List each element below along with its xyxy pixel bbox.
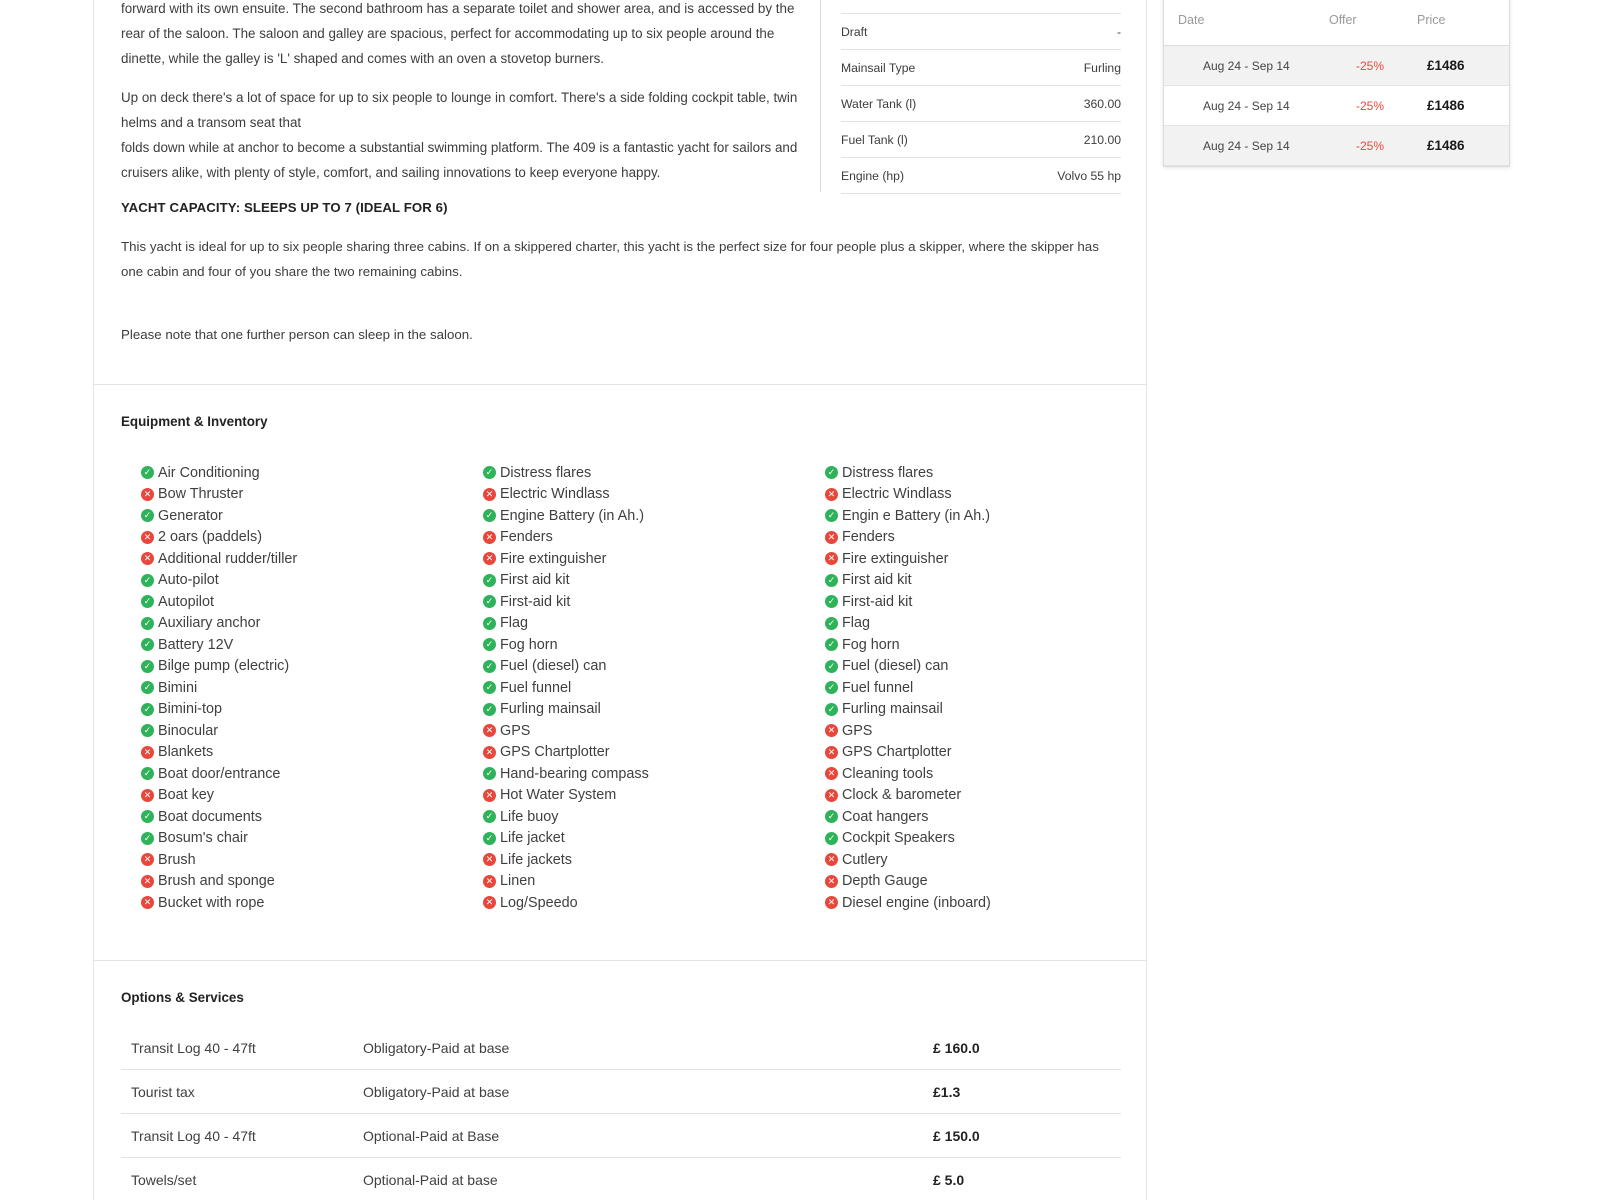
equipment-item [825,742,1145,764]
x-circle-icon: ✕ [483,488,496,501]
equipment-item [825,677,1145,699]
equipment-label: Auxiliary anchor [158,615,261,632]
column-divider [820,0,821,192]
check-circle-icon: ✓ [825,574,838,587]
check-circle-icon: ✓ [825,466,838,479]
check-circle-icon: ✓ [141,681,154,694]
check-circle-icon: ✓ [483,810,496,823]
price-amount: £1486 [1427,58,1465,73]
equipment-item [141,892,461,914]
equipment-label: Furling mainsail [500,701,601,718]
equipment-label: Bosum's chair [158,830,248,847]
equipment-item [141,742,461,764]
equipment-label: Fuel (diesel) can [500,658,607,675]
options-row [121,1114,1121,1158]
section-divider [94,384,1146,385]
equipment-item [483,591,803,613]
check-circle-icon: ✓ [483,574,496,587]
x-circle-icon: ✕ [141,853,154,866]
check-circle-icon: ✓ [141,574,154,587]
equipment-item [825,462,1145,484]
equipment-item [141,656,461,678]
equipment-label: Flag [842,615,870,632]
equipment-label: Bilge pump (electric) [158,658,290,675]
equipment-label: Engine Battery (in Ah.) [500,507,644,524]
equipment-item [141,785,461,807]
check-circle-icon: ✓ [141,595,154,608]
equipment-item [483,548,803,570]
equipment-label: Depth Gauge [842,873,928,890]
equipment-label: First-aid kit [500,593,571,610]
option-price: £ 160.0 [933,1039,980,1056]
equipment-item [483,828,803,850]
equipment-label: Cutlery [842,851,888,868]
x-circle-icon: ✕ [483,746,496,759]
x-circle-icon: ✕ [141,746,154,759]
check-circle-icon: ✓ [825,681,838,694]
check-circle-icon: ✓ [483,638,496,651]
options-row [121,1070,1121,1114]
check-circle-icon: ✓ [483,595,496,608]
equipment-item [141,613,461,635]
equipment-item [825,720,1145,742]
check-circle-icon: ✓ [825,810,838,823]
equipment-item [825,656,1145,678]
x-circle-icon: ✕ [483,531,496,544]
equipment-item [825,828,1145,850]
equipment-label: Cleaning tools [842,765,934,782]
equipment-label: Engin e Battery (in Ah.) [842,507,990,524]
check-circle-icon: ✓ [825,638,838,651]
header-offer: Offer [1329,13,1357,27]
equipment-item [141,570,461,592]
check-circle-icon: ✓ [825,595,838,608]
equipment-item [141,548,461,570]
equipment-item [825,591,1145,613]
x-circle-icon: ✕ [141,896,154,909]
yacht-details-card [93,0,1147,1200]
options-row [121,1158,1121,1200]
equipment-item [141,462,461,484]
equipment-item [483,785,803,807]
equipment-label: GPS Chartplotter [500,744,610,761]
check-circle-icon: ✓ [483,466,496,479]
equipment-column [825,462,1145,914]
price-row[interactable] [1164,126,1509,166]
equipment-label: Autopilot [158,593,215,610]
equipment-label: Cockpit Speakers [842,830,955,847]
description-paragraph: Up on deck there's a lot of space for up to six people to lounge in comfort. There's a side folding cockpit table, twin helms and a transom seat that [121,90,798,130]
x-circle-icon: ✕ [483,896,496,909]
equipment-label: Fuel funnel [500,679,572,696]
equipment-item [483,849,803,871]
equipment-label: Air Conditioning [158,464,260,481]
equipment-label: Auto-pilot [158,572,219,589]
spec-row [841,0,1121,14]
equipment-item [483,634,803,656]
spec-row [841,86,1121,122]
equipment-item [483,462,803,484]
price-date: Aug 24 - Sep 14 [1203,98,1290,113]
spec-label: Fuel Tank (l) [841,132,908,147]
equipment-label: Additional rudder/tiller [158,550,298,567]
equipment-label: First aid kit [842,572,912,589]
check-circle-icon: ✓ [141,810,154,823]
equipment-label: Fenders [842,529,895,546]
equipment-label: Electric Windlass [500,486,610,503]
equipment-item [483,742,803,764]
equipment-item [141,505,461,527]
check-circle-icon: ✓ [483,681,496,694]
equipment-item [825,699,1145,721]
x-circle-icon: ✕ [483,552,496,565]
spec-value: Volvo 55 hp [1057,168,1121,183]
capacity-note: Please note that one further person can sleep in the saloon. [121,327,473,342]
equipment-label: Generator [158,507,223,524]
spec-label: Water Tank (l) [841,96,917,111]
x-circle-icon: ✕ [825,488,838,501]
equipment-label: Hand-bearing compass [500,765,649,782]
price-row[interactable] [1164,46,1509,86]
x-circle-icon: ✕ [825,789,838,802]
equipment-item [141,720,461,742]
option-type: Optional-Paid at base [363,1171,498,1188]
equipment-label: First-aid kit [842,593,913,610]
equipment-label: Binocular [158,722,218,739]
equipment-label: Brush and sponge [158,873,275,890]
equipment-item [825,570,1145,592]
price-offer: -25% [1356,58,1385,73]
check-circle-icon: ✓ [483,832,496,845]
equipment-label: Life jacket [500,830,565,847]
equipment-item [483,699,803,721]
equipment-label: Fire extinguisher [842,550,949,567]
equipment-label: Distress flares [842,464,934,481]
equipment-label: Boat documents [158,808,262,825]
equipment-label: Battery 12V [158,636,234,653]
check-circle-icon: ✓ [825,509,838,522]
check-circle-icon: ✓ [825,660,838,673]
check-circle-icon: ✓ [141,660,154,673]
equipment-item [483,892,803,914]
equipment-label: Life jackets [500,851,572,868]
x-circle-icon: ✕ [141,488,154,501]
equipment-label: GPS Chartplotter [842,744,952,761]
description-paragraph: folds down while at anchor to become a substantial swimming platform. The 409 is a fantastic yacht for sailors and cruisers alike, with plenty of style, comfort, and sailing innovations to keep everyone happy. [121,140,798,180]
x-circle-icon: ✕ [483,724,496,737]
equipment-item [825,505,1145,527]
equipment-label: Hot Water System [500,787,617,804]
x-circle-icon: ✕ [825,875,838,888]
equipment-label: Bow Thruster [158,486,244,503]
option-price: £ 5.0 [933,1171,965,1188]
price-offer: -25% [1356,138,1385,153]
options-heading: Options & Services [121,990,244,1005]
equipment-item [825,613,1145,635]
check-circle-icon: ✓ [141,509,154,522]
equipment-label: Coat hangers [842,808,929,825]
equipment-item [141,849,461,871]
equipment-label: Fog horn [500,636,558,653]
equipment-label: Fog horn [842,636,900,653]
equipment-column [483,462,803,914]
equipment-column [141,462,461,914]
spec-row [841,122,1121,158]
equipment-heading: Equipment & Inventory [121,414,268,429]
equipment-item [483,871,803,893]
spec-value: Furling [1083,60,1121,75]
option-name: Transit Log 40 - 47ft [131,1039,256,1056]
price-table-header [1164,0,1509,46]
equipment-label: Diesel engine (inboard) [842,894,991,911]
equipment-label: Log/Speedo [500,894,578,911]
equipment-label: Clock & barometer [842,787,962,804]
equipment-item [483,527,803,549]
equipment-label: First aid kit [500,572,570,589]
check-circle-icon: ✓ [483,767,496,780]
x-circle-icon: ✕ [483,789,496,802]
x-circle-icon: ✕ [141,552,154,565]
spec-row [841,158,1121,194]
check-circle-icon: ✓ [825,832,838,845]
equipment-item [483,656,803,678]
equipment-label: Fire extinguisher [500,550,607,567]
equipment-label: Fuel (diesel) can [842,658,949,675]
x-circle-icon: ✕ [483,875,496,888]
x-circle-icon: ✕ [825,853,838,866]
equipment-item [825,484,1145,506]
equipment-item [141,871,461,893]
check-circle-icon: ✓ [141,703,154,716]
equipment-label: Fuel funnel [842,679,914,696]
option-name: Towels/set [131,1171,197,1188]
x-circle-icon: ✕ [825,767,838,780]
price-row[interactable] [1164,86,1509,126]
check-circle-icon: ✓ [483,660,496,673]
equipment-item [483,613,803,635]
spec-label: Draft [841,24,868,39]
equipment-label: Bimini [158,679,198,696]
price-amount: £1486 [1427,98,1465,113]
equipment-item [825,548,1145,570]
equipment-item [141,828,461,850]
spec-label: Mainsail Type [841,60,916,75]
check-circle-icon: ✓ [141,767,154,780]
equipment-item [483,720,803,742]
option-name: Transit Log 40 - 47ft [131,1127,256,1144]
check-circle-icon: ✓ [141,724,154,737]
check-circle-icon: ✓ [141,638,154,651]
equipment-label: 2 oars (paddels) [158,529,262,546]
yacht-description [121,0,801,199]
equipment-label: Electric Windlass [842,486,952,503]
equipment-item [141,806,461,828]
equipment-item [483,677,803,699]
equipment-item [141,763,461,785]
check-circle-icon: ✓ [483,617,496,630]
option-price: £ 150.0 [933,1127,980,1144]
equipment-item [825,527,1145,549]
header-price: Price [1417,13,1446,27]
equipment-label: Blankets [158,744,214,761]
capacity-text: This yacht is ideal for up to six people sharing three cabins. If on a skippered charter, this yacht is the perfect size for four people plus a skipper, where the skipper has one cabin and four of you share the two remaining cabins. [121,239,1099,279]
x-circle-icon: ✕ [825,896,838,909]
equipment-label: Brush [158,851,196,868]
equipment-item [825,763,1145,785]
price-date: Aug 24 - Sep 14 [1203,138,1290,153]
equipment-label: Linen [500,873,536,890]
option-type: Optional-Paid at Base [363,1127,500,1144]
equipment-item [825,806,1145,828]
x-circle-icon: ✕ [825,724,838,737]
price-offers-card [1163,0,1510,167]
options-table [121,1026,1121,1200]
x-circle-icon: ✕ [825,552,838,565]
x-circle-icon: ✕ [483,853,496,866]
description-paragraph: forward with its own ensuite. The second bathroom has a separate toilet and shower area, and is accessed by the rear of the saloon. The saloon and galley are spacious, perfect for accommodating up to six people around the dinette, while the galley is 'L' shaped and comes with an oven a stovetop burners. [121,1,795,66]
check-circle-icon: ✓ [483,509,496,522]
equipment-item [825,871,1145,893]
equipment-item [483,763,803,785]
equipment-item [825,849,1145,871]
equipment-item [825,892,1145,914]
price-offer: -25% [1356,98,1385,113]
option-price: £1.3 [933,1083,961,1100]
options-row [121,1026,1121,1070]
equipment-item [825,634,1145,656]
equipment-label: GPS [842,722,873,739]
x-circle-icon: ✕ [141,875,154,888]
equipment-item [141,484,461,506]
check-circle-icon: ✓ [141,617,154,630]
option-name: Tourist tax [131,1083,195,1100]
equipment-label: Fenders [500,529,553,546]
equipment-item [141,591,461,613]
equipment-label: Boat door/entrance [158,765,281,782]
spec-value: 360.00 [1083,96,1121,111]
equipment-item [141,527,461,549]
yacht-specs-table [841,0,1121,194]
section-divider [94,960,1146,961]
price-rows [1164,46,1509,166]
equipment-item [141,634,461,656]
equipment-label: Bucket with rope [158,894,265,911]
spec-label: Engine (hp) [841,168,905,183]
header-date: Date [1178,13,1205,27]
option-type: Obligatory-Paid at base [363,1039,510,1056]
equipment-item [483,806,803,828]
x-circle-icon: ✕ [825,531,838,544]
check-circle-icon: ✓ [141,832,154,845]
equipment-label: Furling mainsail [842,701,943,718]
equipment-item [483,505,803,527]
equipment-label: Flag [500,615,528,632]
equipment-item [825,785,1145,807]
price-amount: £1486 [1427,138,1465,153]
check-circle-icon: ✓ [483,703,496,716]
capacity-heading: YACHT CAPACITY: SLEEPS UP TO 7 (IDEAL FOR 6) [121,200,448,215]
equipment-item [483,570,803,592]
option-type: Obligatory-Paid at base [363,1083,510,1100]
equipment-label: Boat key [158,787,214,804]
equipment-item [141,677,461,699]
spec-row [841,50,1121,86]
spec-row [841,14,1121,50]
spec-value: - [1116,24,1121,39]
x-circle-icon: ✕ [825,746,838,759]
x-circle-icon: ✕ [141,789,154,802]
equipment-label: Life buoy [500,808,559,825]
equipment-label: GPS [500,722,531,739]
equipment-label: Bimini-top [158,701,222,718]
x-circle-icon: ✕ [141,531,154,544]
equipment-label: Distress flares [500,464,592,481]
check-circle-icon: ✓ [825,703,838,716]
check-circle-icon: ✓ [141,466,154,479]
check-circle-icon: ✓ [825,617,838,630]
spec-value: 210.00 [1083,132,1121,147]
price-date: Aug 24 - Sep 14 [1203,58,1290,73]
equipment-item [141,699,461,721]
equipment-item [483,484,803,506]
